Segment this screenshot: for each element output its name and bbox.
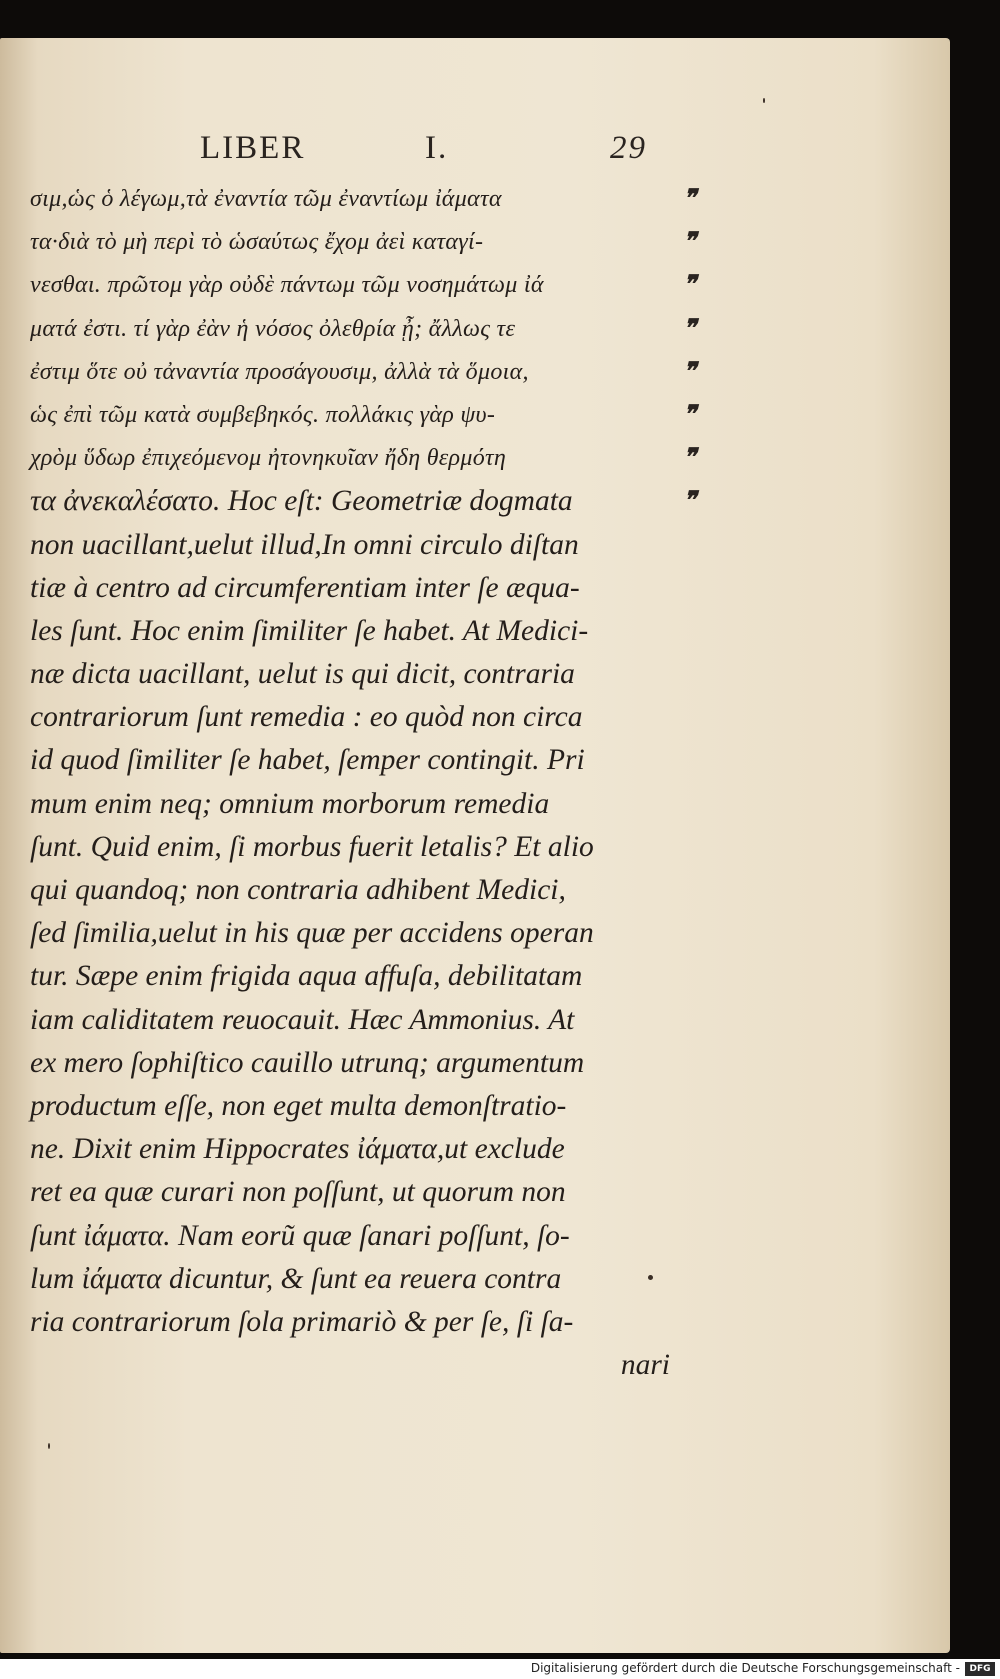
line-text: ſed ſimilia,uelut in his quæ per accidens operan <box>30 917 594 950</box>
ink-speck <box>48 1443 50 1449</box>
text-line <box>30 739 670 782</box>
quotation-mark: ❞ <box>683 315 697 342</box>
line-text: χρὸμ ὕδωρ ἐπιχεόμενομ ἠτονηκυῖαν ἤδη θερμότη <box>30 445 507 472</box>
running-head <box>0 130 950 170</box>
line-text: ret ea quæ curari non poſſunt, ut quorum non <box>30 1176 566 1209</box>
text-line <box>30 178 697 221</box>
line-text: iam caliditatem reuocauit. Hæc Ammonius. At <box>30 1003 575 1036</box>
line-text: contrariorum ſunt remedia : eo quòd non circa <box>30 701 583 734</box>
ink-speck <box>648 1275 653 1280</box>
text-line <box>30 955 670 998</box>
text-line <box>30 610 670 653</box>
quotation-mark: ❞ <box>683 358 697 385</box>
quotation-mark: ❞ <box>683 488 697 515</box>
text-line <box>30 480 697 523</box>
text-line <box>30 826 670 869</box>
dfg-logo: DFG <box>965 1662 995 1676</box>
text-line <box>30 308 697 351</box>
text-line <box>30 567 670 610</box>
text-line <box>30 437 697 480</box>
text-line <box>30 394 697 437</box>
line-text: mum enim neq; omnium morborum remedia <box>30 787 550 820</box>
running-title: LIBER <box>200 130 306 166</box>
text-line <box>30 1301 670 1344</box>
line-text: non uacillant,uelut illud,In omni circulo diſtan <box>30 528 579 561</box>
text-line <box>30 869 670 912</box>
line-text: σιμ,ὡς ὁ λέγωμ,τὰ ἐναντία τῶμ ἐναντίωμ ἰάματα <box>30 186 502 212</box>
line-text: ne. Dixit enim Hippocrates ἰάματα,ut exclude <box>30 1133 565 1166</box>
text-line <box>30 1344 670 1387</box>
text-line <box>30 1215 670 1258</box>
line-text: ſunt ἰάματα. Nam eorũ quæ ſanari poſſunt, ſo- <box>30 1219 570 1252</box>
text-line <box>30 1171 670 1214</box>
text-block <box>30 178 697 1387</box>
text-line <box>30 1042 670 1085</box>
line-text: ex mero ſophiſtico cauillo utrunq; argumentum <box>30 1046 585 1079</box>
text-line <box>30 221 697 264</box>
text-line <box>30 1085 670 1128</box>
line-text: nari <box>620 1349 670 1382</box>
line-text: ματά ἐστι. τί γὰρ ἐὰν ἡ νόσος ὀλεθρία ᾖ; ἄλλως τε <box>30 315 516 342</box>
text-line <box>30 912 670 955</box>
quotation-mark: ❞ <box>683 445 697 472</box>
text-line <box>30 999 670 1042</box>
text-line <box>30 696 670 739</box>
line-text: tiæ à centro ad circumferentiam inter ſe æqua- <box>30 571 580 604</box>
text-line <box>30 1128 670 1171</box>
text-line <box>30 653 670 696</box>
quotation-mark: ❞ <box>683 401 697 428</box>
funding-credit: Digitalisierung gefördert durch die Deutsche Forschungsgemeinschaft - <box>530 1661 960 1675</box>
quotation-mark: ❞ <box>683 272 697 299</box>
line-text: næ dicta uacillant, uelut is qui dicit, contraria <box>30 658 575 691</box>
line-text: tur. Sæpe enim frigida aqua affuſa, debilitatam <box>30 960 583 993</box>
text-line <box>30 351 697 394</box>
line-text: les ſunt. Hoc enim ſimiliter ſe habet. At Medici- <box>30 614 589 647</box>
line-text: ſunt. Quid enim, ſi morbus fuerit letalis? Et alio <box>30 830 594 863</box>
quotation-mark: ❞ <box>683 229 697 256</box>
quotation-mark: ❞ <box>683 186 697 212</box>
text-line <box>30 524 670 567</box>
line-text: νεσθαι. πρῶτομ γὰρ οὐδὲ πάντωμ τῶμ νοσημάτωμ ἰά <box>30 272 544 299</box>
line-text: ria contrariorum ſola primariò & per ſe, ſi ſa- <box>30 1305 574 1338</box>
line-text: id quod ſimiliter ſe habet, ſemper contingit. Pri <box>30 744 585 777</box>
digitization-footer <box>0 1659 1000 1679</box>
text-line <box>30 264 697 307</box>
book-page <box>0 38 950 1653</box>
line-text: τα·διὰ τὸ μὴ περὶ τὸ ὡσαύτως ἔχομ ἀεὶ καταγί- <box>30 229 484 256</box>
folio-number: 29 <box>610 130 647 166</box>
line-text: lum ἰάματα dicuntur, & ſunt ea reuera contra <box>30 1262 562 1295</box>
line-text: qui quandoq; non contraria adhibent Medici, <box>30 874 566 906</box>
line-text: ὡς ἐπὶ τῶμ κατὰ συμβεβηκός. πολλάκις γὰρ ψυ- <box>30 401 496 428</box>
line-text: productum eſſe, non eget multa demonſtratio- <box>30 1089 567 1122</box>
book-number: I. <box>425 130 449 166</box>
ink-speck <box>763 98 765 103</box>
line-text: τα ἀνεκαλέσατο. Hoc eſt: Geometriæ dogmata <box>30 485 573 518</box>
text-line <box>30 1258 670 1301</box>
line-text: ἐστιμ ὅτε οὐ τἀναντία προσάγουσιμ, ἀλλὰ τὰ ὅμοια, <box>30 358 529 385</box>
text-line <box>30 783 670 826</box>
